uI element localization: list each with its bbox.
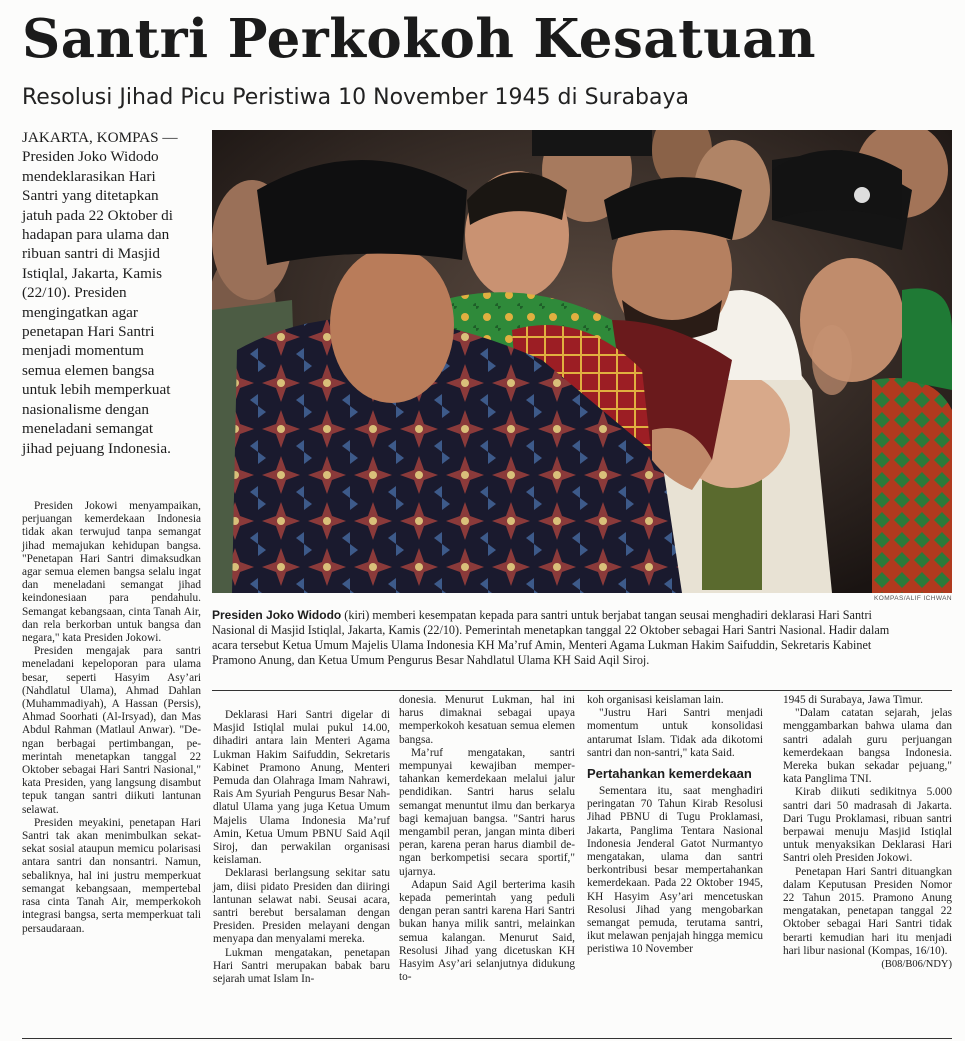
- lead-line: hadapan para ulama dan: [22, 226, 170, 244]
- news-photo: [212, 130, 952, 593]
- article-paragraph: Adapun Said Agil berterima kasih kepada pemerintah yang peduli dengan peran santri karena Hari Santri bukan hanya milik santri, melainkan semua kalangan. Menurut Said, Resolusi Jihad yang dicetuskan KH Hasyim Asy’ari selanjutnya didukung to-: [399, 878, 575, 984]
- article-paragraph: "Justru Hari Santri menjadi momentum untuk konsolidasi antarumat Islam. Tidak ada dikotomi santri dan non-santri," kata Said.: [587, 707, 763, 759]
- lead-line: nasionalisme dengan: [22, 400, 149, 418]
- article-paragraph: Deklarasi berlangsung sekitar satu jam, diisi pidato Presiden dan diiringi lantunan selawat nabi. Seusai acara, santri berebut bersalaman dengan Presiden. Presiden melayani dengan menyapa dan menyalami mereka.: [213, 867, 390, 946]
- lead-line: jatuh pada 22 Oktober di: [22, 206, 173, 224]
- lead-line: ribuan santri di Masjid: [22, 245, 160, 263]
- article-column-5: [783, 694, 952, 971]
- article-paragraph: Ma’ruf mengatakan, santri mempunyai kewajiban mempertahankan kemerdekaan melalui jalur pendidikan. Santri harus selalu semangat menuntut ilmu dan berkarya bagi kemajuan bangsa. "Santri harus mengambil peran, jangan minta diberi peran, karena peran harus diambil dengan berkompetisi secara sportif," ujarnya.: [399, 746, 575, 878]
- subheadline: Resolusi Jihad Picu Peristiwa 10 November 1945 di Surabaya: [22, 85, 689, 110]
- caption-text: (kiri) memberi kesempatan kepada para santri untuk berjabat tangan seusai menghadiri deklarasi Hari Santri: [341, 608, 872, 622]
- article-paragraph: Penetapan Hari Santri dituangkan dalam Keputusan Presiden Nomor 22 Tahun 2015. Pramono Anung mengatakan, penetapan tanggal 22 Oktober sebagai Hari Santri tidak berarti kemudian hari itu menjadi hari libur nasional (Kompas, 16/10).: [783, 865, 952, 957]
- article-paragraph: Presiden mengajak para santri meneladani kepeloporan para ulama besar, seperti Hasyim Asy’ari (Nahdlatul Ulama), Ahmad Dahlan (Muhammadiyah), A Hassan (Persis), Ahmad Soorhati (Al-Irsyad), dan Mas Abdul Rahman (Matlaul Anwar). "Dengan berbagai pertimbangan, pemerintah menetapkan tanggal 22 Oktober sebagai Hari Santri Nasional," kata Presiden, yang langsung disambut tepuk tangan santri diikuti lantunan selawat.: [22, 645, 201, 816]
- caption-line: acara tersebut Ketua Umum Majelis Ulama Indonesia KH Ma’ruf Amin, Menteri Agama Lukman Hakim Saifuddin, Sekretaris Kabinet: [212, 638, 872, 652]
- caption-line: [212, 608, 952, 623]
- section-subheading: Pertahankan kemerdekaan: [587, 766, 752, 782]
- lead-line: penetapan Hari Santri: [22, 323, 155, 341]
- article-column-2: [213, 709, 390, 986]
- article-paragraph: 1945 di Surabaya, Jawa Timur.: [783, 694, 923, 706]
- article-paragraph: Kirab diikuti sedikitnya 5.000 santri dari 50 madrasah di Jakarta. Dari Tugu Proklamasi, ribuan santri berpawai menuju Masjid Istiqlal untuk menyaksikan Deklarasi Hari Santri oleh Presiden Jokowi.: [783, 786, 952, 865]
- crowd-photo-illustration: [212, 130, 952, 593]
- lead-line: Istiqlal, Jakarta, Kamis: [22, 264, 163, 282]
- article-paragraph: Lukman mengatakan, penetapan Hari Santri merupakan babak baru sejarah umat Islam In-: [213, 946, 390, 986]
- lead-line: mengingatkan agar: [22, 303, 138, 321]
- lead-line: (22/10). Presiden: [22, 284, 127, 302]
- article-paragraph: Deklarasi Hari Santri digelar di Masjid Istiqlal mulai pukul 14.00, dihadiri antara lain Menteri Agama Lukman Hakim Saifuddin, Sekretaris Kabinet Pramono Anung, Menteri Pemuda dan Olahraga Imam Nahrawi, Rais Am Syuriah Pengurus Besar Nahdlatul Ulama yang juga Ketua Umum Majelis Ulama Indonesia Ma’ruf Amin, Ketua Umum PBNU Said Aqil Siroj, dan perwakilan organisasi keislaman.: [213, 709, 390, 867]
- author-signature: (B08/B06/NDY): [881, 959, 952, 971]
- caption-rule: [212, 690, 952, 691]
- lead-line: Presiden Joko Widodo: [22, 148, 159, 166]
- lead-line: JAKARTA, KOMPAS —: [22, 129, 178, 146]
- caption-subject: Presiden Joko Widodo: [212, 608, 342, 622]
- lead-line: meneladani semangat: [22, 420, 154, 438]
- article-paragraph: donesia. Menurut Lukman, hal ini harus dimaknai sebagai upaya memperkokoh kesatuan semua elemen bangsa.: [399, 694, 575, 746]
- article-paragraph: Sementara itu, saat menghadiri peringatan 70 Tahun Kirab Resolusi Jihad PBNU di Tugu Proklamasi, Jakarta, Panglima Tentara Nasional Indonesia Jenderal Gatot Nurmantyo mengatakan, ulama dan santri berkontribusi besar mempertahankan kemerdekaan. Pada 22 Oktober 1945, KH Hasyim Asy’ari mencetuskan Resolusi Jihad yang mengobarkan semangat pemuda, terutama santri, ikut melawan penjajah hingga memicu peristiwa 10 November: [587, 785, 763, 956]
- article-paragraph: "Dalam catatan sejarah, jelas menggambarkan bahwa ulama dan santri adalah guru perjuangan kemerdekaan bangsa Indonesia. Mereka bukan sekadar pejuang," kata Panglima TNI.: [783, 707, 952, 786]
- article-paragraph: Presiden meyakini, penetapan Hari Santri tak akan menimbulkan sekat-sekat sosial ataupun memicu polarisasi antara santri dan nonsantri. Namun, sebaliknya, hal ini justru memperkuat semangat kebangsaan, mempertebal rasa cinta Tanah Air, memperkokoh integrasi bangsa, serta memperkuat tali persaudaraan.: [22, 816, 201, 935]
- lead-paragraph: [22, 128, 206, 458]
- lead-line: menjadi momentum: [22, 342, 144, 360]
- bottom-rule: [22, 1038, 952, 1039]
- article-column-1: [22, 500, 201, 936]
- lead-line: jihad pejuang Indonesia.: [22, 439, 171, 457]
- article-paragraph: Presiden Jokowi menyampaikan, perjuangan kemerdekaan Indonesia tidak akan terwujud tanpa semangat jihad memajukan kehidupan bangsa. "Penetapan Hari Santri dimaksudkan agar semua elemen bangsa selalu ingat dan meneladani semangat jihad keindonesiaan para pendahulu. Semangat kebangsaan, cinta Tanah Air, dan rela berkorban untuk bangsa dan negara," kata Presiden Jokowi.: [22, 500, 201, 645]
- caption-line: Pramono Anung, dan Ketua Umum Pengurus Besar Nahdlatul Ulama KH Said Aqil Siroj.: [212, 653, 650, 667]
- caption-line: Nasional di Masjid Istiqlal, Jakarta, Kamis (22/10). Pemerintah menetapkan tanggal 22 Oktober sebagai Hari Santri Nasional. Hadir dalam: [212, 623, 890, 637]
- article-paragraph: koh organisasi keislaman lain.: [587, 694, 724, 706]
- photo-caption: [212, 608, 952, 668]
- article-column-3: [399, 694, 575, 984]
- headline: Santri Perkokoh Kesatuan: [22, 8, 817, 70]
- article-column-4: [587, 694, 763, 957]
- lead-line: Santri yang ditetapkan: [22, 187, 159, 205]
- lead-line: untuk lebih memperkuat: [22, 381, 171, 399]
- lead-line: mendeklarasikan Hari: [22, 167, 156, 185]
- lead-line: semua elemen bangsa: [22, 361, 155, 379]
- photo-credit: KOMPAS/ALIF ICHWAN: [874, 595, 952, 602]
